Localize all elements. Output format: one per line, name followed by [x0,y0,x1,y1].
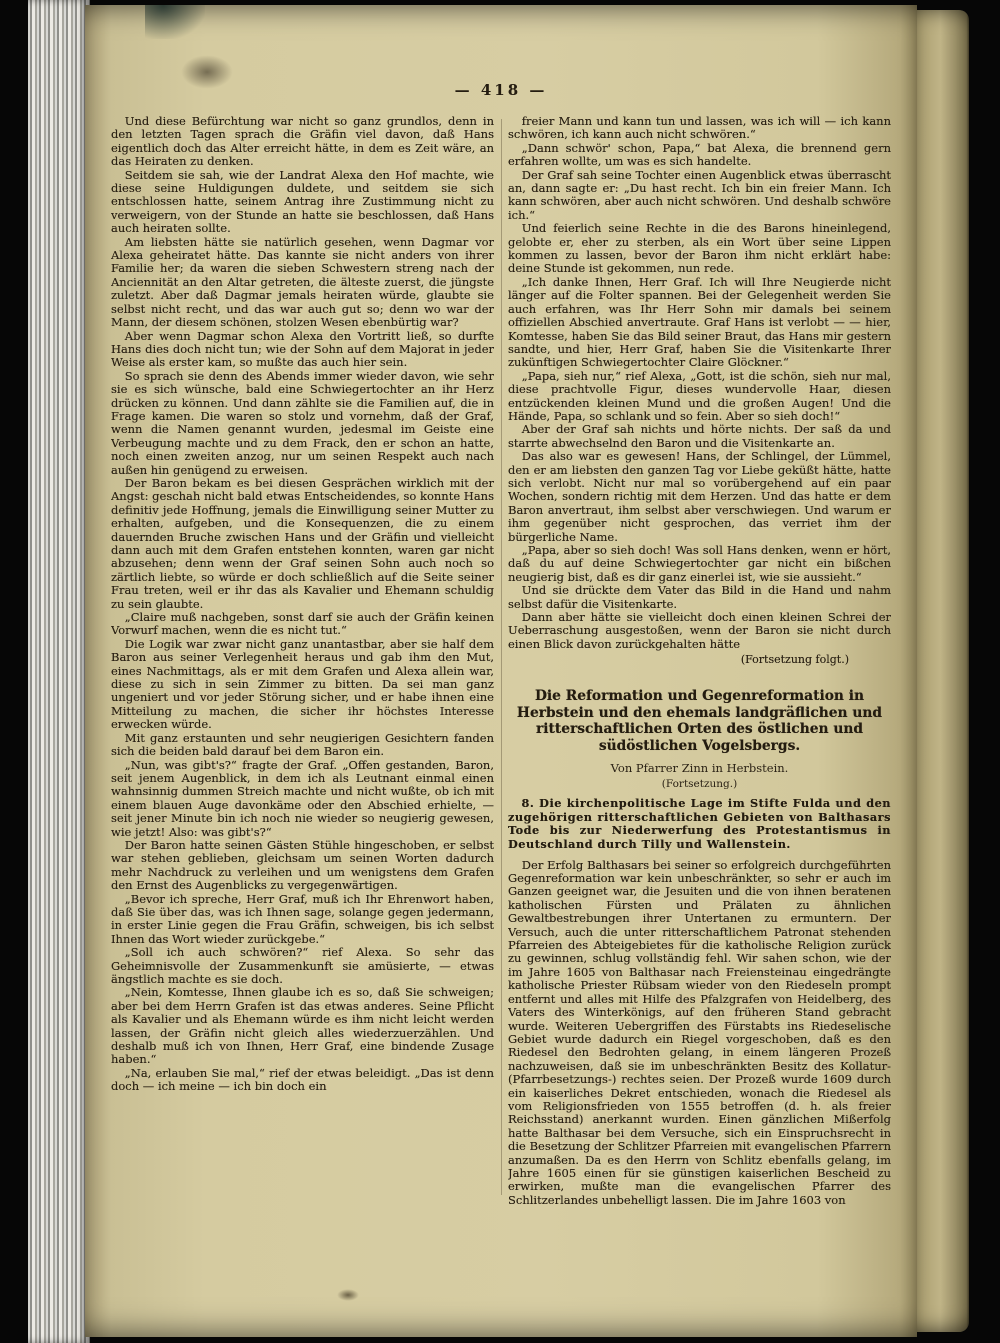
article-title: Die Reformation und Gegenreformation in Herbstein und den ehemals landgräflichen und ritterschaftlichen Orten des östlichen und südöstlichen Vogelsbergs. [516,688,883,754]
story-paragraph: Dann aber hätte sie vielleicht doch einen kleinen Schrei der Ueberraschung ausgestoßen, wenn der Baron sie nicht durch einen Blick davon zurückgehalten hätte [508,610,891,651]
story-paragraph: „Ich danke Ihnen, Herr Graf. Ich will Ihre Neugierde nicht länger auf die Folter spannen. Bei der Gelegenheit werden Sie auch erfahren, was Ihr Herr Sohn mir damals bei seinem offiziellen Abschied anvertraute. Graf Hans ist verlobt — — hier, Komtesse, haben Sie das Bild seiner Braut, das Hans mir gestern sandte, und hier, Herr Graf, haben Sie die Visitenkarte Ihrer zukünftigen Schwiegertochter Claire Glöckner.“ [508,274,891,370]
story-paragraph: Seitdem sie sah, wie der Landrat Alexa den Hof machte, wie diese seine Huldigungen duldete, und seitdem sie sich entschlossen hatte, seinem Antrag ihre Zustimmung nicht zu verweigern, von der Stunde an hatte sie beschlossen, daß Hans auch heiraten sollte. [111,167,494,236]
scan-artifact [337,1289,359,1301]
story-paragraph: „Claire muß nachgeben, sonst darf sie auch der Gräfin keinen Vorwurf machen, wenn die es nicht tut.“ [111,610,494,638]
article-paragraph: Der Erfolg Balthasars bei seiner so erfolgreich durchgeführten Gegenreformation war kein unbeschränkter, so sehr er auch im Ganzen geeignet war, die Jesuiten und die von ihnen beratenen katholischen Fürsten und Prälaten zu ähnlichen Gewaltbestrebungen ihrer Untertanen zu ermuntern. Der Versuch, auch die unter ritterschaftlichem Patronat stehenden Pfarreien des Abteigebietes für die katholische Religion zurück zu gewinnen, schlug vollständig fehl. Wir sahen schon, wie der im Jahre 1605 von Balthasar nach Freiensteinau eingedrängte katholische Priester Rübsam wieder von den Riedeseln prompt entfernt und alles mit Hilfe des Pfalzgrafen von Heidelberg, des Vaters des Winterkönigs, auf den früheren Stand gebracht wurde. Weiteren Uebergriffen des Fürstabts ins Riedeselische Gebiet wurde dadurch ein Riegel vorgeschoben, daß es den Riedesel den Bedrohten gelang, in einem längeren Prozeß nachzuweisen, daß sie im unbeschränkten Besitz des Kollatur- (Pfarrbesetzungs-) rechtes seien. Der Prozeß wurde 1609 durch ein kaiserliches Dekret entschieden, wonach die Riedesel als vom Religionsfrieden von 1555 betroffen (d. h. als freier Reichsstand) anerkannt wurden. Einen gänzlichen Mißerfolg hatte Balthasar bei dem Versuche, sich ein Einspruchsrecht in die Besetzung der Schlitzer Pfarreien mit evangelischen Pfarrern anzumaßen. Da es den Herrn von Schlitz ebenfalls gelang, im Jahre 1605 einen für sie günstigen kaiserlichen Bescheid zu erwirken, mußte man die evangelischen Pfarrer des Schlitzerlandes unbehelligt lassen. Die im Jahre 1603 von [508,857,891,1207]
story-paragraph: Aber wenn Dagmar schon Alexa den Vortritt ließ, so durfte Hans dies doch nicht tun; wie der Sohn auf dem Majorat in jeder Weise als erster kam, so mußte das auch hier sein. [111,328,494,370]
story-paragraph: Der Baron bekam es bei diesen Gesprächen wirklich mit der Angst: geschah nicht bald etwas Entscheidendes, so konnte Hans definitiv jede Hoffnung, jemals die Einwilligung seiner Mutter zu erhalten, aufgeben, und die Konsequenzen, die zu einem dauernden Bruche zwischen Hans und der Gräfin und vielleicht dann auch mit dem Grafen entstehen konnten, waren gar nicht abzusehen; denn wenn der Graf seinen Sohn auch noch so zärtlich liebte, so würde er doch schließlich auf die Seite seiner Frau treten, weil er ihr das als Kavalier und Ehemann schuldig zu sein glaubte. [111,475,494,611]
story-paragraph: Die Logik war zwar nicht ganz unantastbar, aber sie half dem Baron aus seiner Verlegenheit heraus und gab ihm den Mut, eines Nachmittags, als er mit dem Grafen und Alexa allein war, diese zu sich in sein Zimmer zu bitten. Da sei man ganz ungeniert und vor jeder Störung sicher, und er habe ihnen eine Mitteilung zu machen, die sicher ihr höchstes Interesse erwecken würde. [111,636,494,732]
story-paragraph: „Bevor ich spreche, Herr Graf, muß ich Ihr Ehrenwort haben, daß Sie über das, was ich Ihnen sage, solange gegen jedermann, in erster Linie gegen die Frau Gräfin, schweigen, bis ich selbst Ihnen das Wort wieder zurückgebe.“ [111,891,494,946]
story-paragraph: Das also war es gewesen! Hans, der Schlingel, der Lümmel, den er am liebsten den ganzen Tag vor Liebe geküßt hätte, hatte sich verlobt. Nicht nur mal so vorübergehend auf ein paar Wochen, sondern richtig mit dem Herzen. Und das hatte er dem Baron anvertraut, ihm selbst aber verschwiegen. Und warum er ihm gegenüber nicht gesprochen, das verriet ihm der bürgerliche Name. [508,449,891,544]
story-paragraph: Am liebsten hätte sie natürlich gesehen, wenn Dagmar vor Alexa geheiratet hätte. Das kannte sie nicht anders von ihrer Familie her; da waren die sieben Schwestern streng nach der Anciennität an den Altar getreten, die älteste zuerst, die jüngste zuletzt. Aber daß Dagmar jemals heiraten würde, glaubte sie selbst nicht recht, und das war auch gut so; denn wo war der Mann, der diesem schönen, stolzen Wesen ebenbürtig war? [111,234,494,330]
article-reformation [508,688,891,1207]
continuation-note: (Fortsetzung folgt.) [740,653,849,667]
story-paragraph: Und feierlich seine Rechte in die des Barons hineinlegend, gelobte er, eher zu sterben, als ein Wort über seine Lippen kommen zu lassen, bevor der Baron ihm nicht erklärt habe: deine Stunde ist gekommen, nun rede. [508,221,891,276]
story-paragraph: Und diese Befürchtung war nicht so ganz grundlos, denn in den letzten Tagen sprach die Gräfin viel davon, daß Hans eigentlich doch das Alter erreicht hätte, in dem es Zeit wäre, an das Heiraten zu denken. [111,115,494,169]
story-paragraph: Der Graf sah seine Tochter einen Augenblick etwas überrascht an, dann sagte er: „Du hast recht. Ich bin ein freier Mann. Ich kann schwören, aber auch nicht schwören. Und deshalb schwöre ich.“ [508,167,891,222]
story-paragraph: Und sie drückte dem Vater das Bild in die Hand und nahm selbst dafür die Visitenkarte. [508,583,891,611]
story-paragraph: „Papa, sieh nur,“ rief Alexa, „Gott, ist die schön, sieh nur mal, diese prachtvolle Figur, dieses wundervolle Haar, diesen entzückenden kleinen Mund und die großen Augen! Und die Hände, Papa, so schlank und so fein. Aber so sieh doch!“ [508,368,891,423]
story-paragraph: freier Mann und kann tun und lassen, was ich will — ich kann schwören, ich kann auch nicht schwören.“ [508,115,891,142]
text-columns [85,115,917,1267]
newspaper-page [85,5,917,1337]
story-paragraph: „Nun, was gibt's?“ fragte der Graf. „Offen gestanden, Baron, seit jenem Augenblick, in dem ich als Leutnant einmal einen wahnsinnig dummen Streich machte und nicht wußte, ob ich mit einem blauen Auge davonkäme oder den Abschied erhielte, — seit jener Minute bin ich noch nie wieder so neugierig gewesen, wie jetzt! Also: was gibt's?“ [111,757,494,839]
story-paragraph: „Nein, Komtesse, Ihnen glaube ich es so, daß Sie schweigen; aber bei dem Herrn Grafen ist das etwas anderes. Seine Pflicht als Kavalier und als Ehemann würde es ihm nicht leicht werden lassen, der Gräfin nicht gleich alles wiederzuerzählen. Und deshalb muß ich von Ihnen, Herr Graf, eine bindende Zusage haben.“ [111,985,494,1067]
story-paragraph: „Soll ich auch schwören?“ rief Alexa. So sehr das Geheimnisvolle der Zusammenkunft sie amüsierte, — etwas ängstlich machte es sie doch. [111,945,494,986]
page-number: — 418 — [454,81,548,99]
story-paragraph: „Papa, aber so sieh doch! Was soll Hans denken, wenn er hört, daß du auf deine Schwiegertochter gar nicht ein bißchen neugierig bist, daß es dir ganz einerlei ist, wie sie aussieht.“ [508,543,891,584]
column-right [508,115,891,1267]
story-paragraph: „Na, erlauben Sie mal,“ rief der etwas beleidigt. „Das ist denn doch — ich meine — ich bin doch ein [111,1065,494,1094]
article-byline: Von Pfarrer Zinn in Herbstein. [610,761,789,776]
page-stack-edge [28,0,90,1343]
next-page-edge [917,10,969,1332]
story-right-body [508,115,891,651]
article-section-heading: 8. Die kirchenpolitische Lage im Stifte Fulda und den zugehörigen ritterschaftlichen Gebieten von Balthasars Tode bis zur Niederwerfung des Protestantismus in Deutschland durch Tilly und Wallenstein. [508,796,891,852]
story-paragraph: Der Baron hatte seinen Gästen Stühle hingeschoben, er selbst war stehen geblieben, gleichsam um seinen Worten dadurch mehr Nachdruck zu verleihen und um wenigstens dem Grafen den Ernst des Augenblicks zu vergegenwärtigen. [111,837,494,893]
column-left [111,115,494,1267]
story-paragraph: Aber der Graf sah nichts und hörte nichts. Der saß da und starrte abwechselnd den Baron und die Visitenkarte an. [508,422,891,450]
story-paragraph: So sprach sie denn des Abends immer wieder davon, wie sehr sie es sich wünsche, bald eine Schwiegertochter an ihr Herz drücken zu können. Und dann zählte sie die Familien auf, die in Frage kamen. Die waren so stolz und vornehm, daß der Graf, wenn die Namen genannt wurden, jedesmal im Geiste eine Verbeugung machte und zu dem Frack, den er schon an hatte, noch einen zweiten anzog, nur um seinen Respekt auch nach außen hin genügend zu erweisen. [111,368,494,477]
story-paragraph: Mit ganz erstaunten und sehr neugierigen Gesichtern fanden sich die beiden bald darauf bei dem Baron ein. [111,730,494,759]
story-paragraph: „Dann schwör' schon, Papa,“ bat Alexa, die brennend gern erfahren wollte, um was es sich handelte. [508,140,891,169]
article-body [508,859,891,1208]
article-continuation: (Fortsetzung.) [661,778,738,791]
